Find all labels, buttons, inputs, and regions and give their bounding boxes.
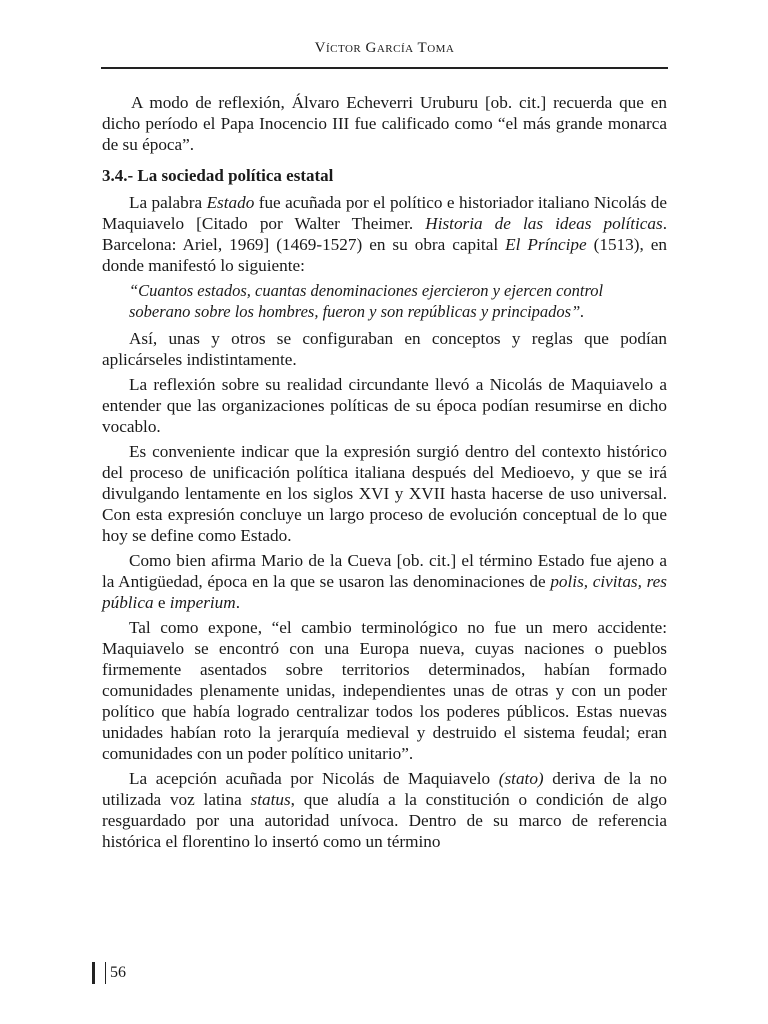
- paragraph-6: [102, 550, 667, 613]
- paragraph-8: [102, 768, 667, 852]
- paragraph-3: Así, unas y otros se configuraban en conceptos y reglas que podían aplicárseles indistintamente.: [102, 329, 667, 369]
- paragraph-4: La reflexión sobre su realidad circundante llevó a Nicolás de Maquiavelo a entender que las organizaciones políticas de su época podían resumirse en dicho vocablo.: [102, 375, 667, 436]
- italic-term: polis, civitas, res pública: [102, 572, 667, 612]
- paragraph-7: Tal como expone, “el cambio terminológico no fue un mero accidente: Maquiavelo se encontró con una Europa nueva, cuyas naciones o pueblos firmemente asentados sobre territorios determinados, habían formado comunidades plenamente unidas, independientes unas de otras y con un poder político que había logrado centralizar todos los poderes públicos. Estas nuevas unidades habían roto la jerarquía medieval y destruido el sistema feudal; eran comunidades con un poder político unitario”.: [102, 618, 667, 763]
- section-heading: 3.4.- La sociedad política estatal: [102, 166, 334, 185]
- text-span: (1513), en donde manifestó lo siguiente:: [102, 235, 667, 275]
- paragraph-5: Es conveniente indicar que la expresión surgió dentro del contexto histórico del proceso de unificación política italiana después del Medioevo, y que se irá divulgando lentamente en los siglos XVI y XVII hasta hacerse de uso universal. Con esta expresión concluye un largo proceso de evolución conceptual de lo que hoy se define como Estado.: [102, 442, 667, 545]
- paragraph-1: A modo de reflexión, Álvaro Echeverri Uruburu [ob. cit.] recuerda que en dicho período el Papa Inocencio III fue calificado como “el más grande monarca de su época”.: [102, 93, 667, 154]
- text-span: e: [153, 593, 170, 612]
- italic-term: status: [250, 790, 291, 809]
- page-number: 56: [110, 964, 126, 981]
- italic-term: imperium: [169, 593, 236, 612]
- text-span: La acepción acuñada por Nicolás de Maquiavelo: [129, 769, 499, 788]
- text-span: .: [235, 593, 240, 612]
- block-quote: “Cuantos estados, cuantas denominaciones ejercieron y ejercen control soberano sobre los hombres, fueron y son repúblicas y principados”.: [129, 281, 604, 321]
- page-marker-icon: [92, 962, 106, 984]
- text-span: La palabra: [129, 193, 207, 212]
- text-span: Como bien afirma Mario de la Cueva [ob. cit.] el término Estado fue ajeno a la Antigüedad, época en la que se usaron las denominaciones de: [102, 551, 667, 591]
- running-header: Víctor García Toma: [314, 40, 455, 56]
- book-title: El Príncipe: [505, 235, 587, 254]
- text-span: , que aludía a la constitución o condición de algo resguardado por una autoridad unívoca. Dentro de su marco de referencia histórica el florentino lo insertó como un término: [102, 790, 668, 851]
- book-title: Historia de las ideas políticas: [425, 214, 663, 233]
- body-text: [102, 92, 667, 856]
- paragraph-2: [102, 192, 667, 276]
- italic-term: Estado: [206, 193, 255, 212]
- text-span: fue acuñada por el político e historiador italiano Nicolás de Maquiavelo [Citado por Walter Theimer.: [102, 193, 668, 233]
- italic-term: (stato): [498, 769, 544, 788]
- text-span: . Barcelona: Ariel, 1969] (1469-1527) en su obra capital: [102, 214, 667, 254]
- header-rule: [101, 67, 668, 69]
- page-footer: [92, 962, 126, 984]
- text-span: deriva de la no utilizada voz latina: [102, 769, 667, 809]
